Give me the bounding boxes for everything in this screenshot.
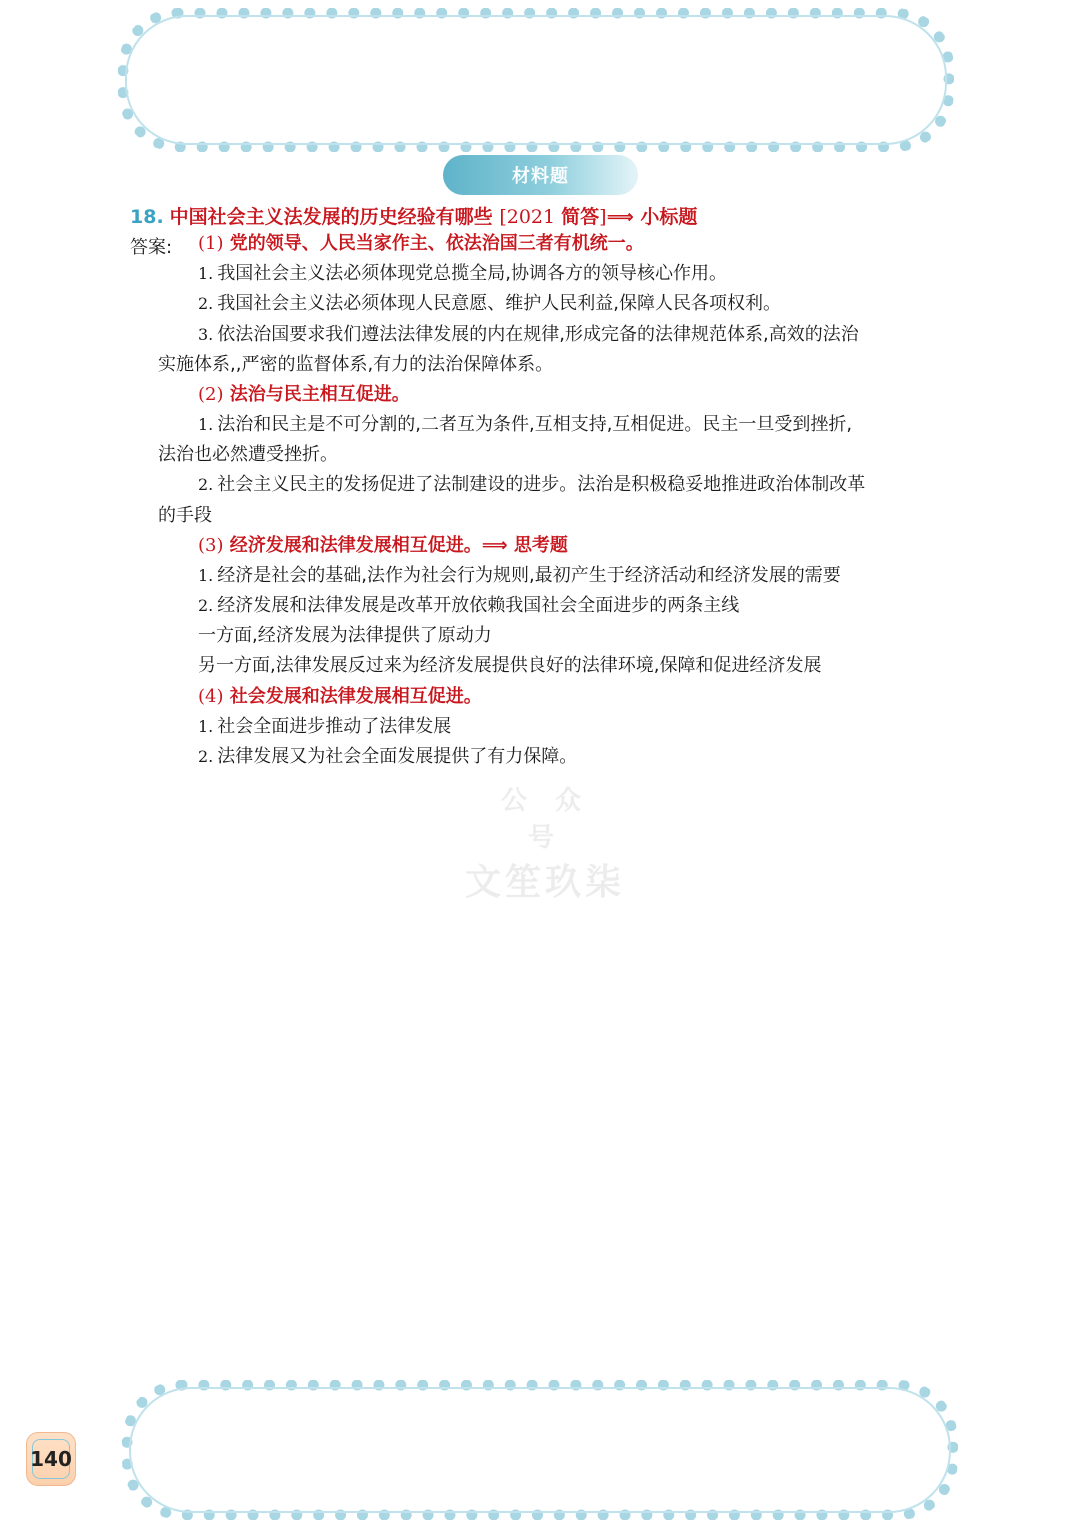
watermark-line-2: 文笙玖柒: [464, 862, 625, 903]
watermark-line-1: 公众号: [500, 786, 609, 853]
list-text: 依法治国要求我们遵法法律发展的内在规律,形成完备的法律规范体系,高效的法治: [217, 324, 859, 345]
heading-4: [198, 682, 482, 712]
heading-4-num: (4): [198, 686, 224, 707]
list-text: 我国社会主义法必须体现党总揽全局,协调各方的领导核心作用。: [217, 263, 727, 284]
heading-2-text: 法治与民主相互促进。: [229, 384, 410, 405]
heading-4-text: 社会发展和法律发展相互促进。: [229, 686, 482, 707]
heading-3-num: (3): [198, 535, 224, 556]
page-number-badge: [26, 1432, 76, 1486]
list-item: [198, 470, 865, 500]
heading-3: [198, 531, 568, 561]
list-index: 2.: [198, 596, 214, 615]
list-text: 经济发展和法律发展是改革开放依赖我国社会全面进步的两条主线: [217, 595, 740, 616]
list-continuation: 法治也必然遭受挫折。: [158, 444, 338, 465]
list-text: 我国社会主义法必须体现人民意愿、维护人民利益,保障人民各项权利。: [217, 293, 781, 314]
list-index: 2.: [198, 747, 214, 766]
list-index: 1.: [198, 264, 214, 283]
list-item: [198, 289, 781, 319]
page-number: 140: [30, 1447, 72, 1471]
list-text: 社会全面进步推动了法律发展: [217, 716, 452, 737]
question-source-open: [2021: [499, 206, 562, 228]
list-index: 1.: [198, 415, 214, 434]
list-index: 2.: [198, 475, 214, 494]
heading-2: [198, 380, 410, 410]
list-text: 法治和民主是不可分割的,二者互为条件,互相支持,互相促进。民主一旦受到挫折,: [217, 414, 853, 435]
bottom-decorative-frame: [122, 1380, 958, 1520]
question-title: [130, 202, 697, 229]
question-source-close: ]: [599, 206, 607, 228]
question-text: 中国社会主义法发展的历史经验有哪些: [169, 206, 493, 228]
watermark: [460, 780, 630, 905]
list-item: [198, 561, 841, 591]
heading-1-text: 党的领导、人民当家作主、依法治国三者有机统一。: [229, 233, 644, 254]
list-text: 社会主义民主的发扬促进了法制建设的进步。法治是积极稳妥地推进政治体制改革: [217, 474, 866, 495]
list-item: [198, 259, 727, 289]
list-item: [198, 410, 852, 440]
list-item: [198, 712, 451, 742]
heading-2-num: (2): [198, 384, 224, 405]
plain-line: 另一方面,法律发展反过来为经济发展提供良好的法律环境,保障和促进经济发展: [198, 655, 822, 676]
plain-line: 一方面,经济发展为法律提供了原动力: [198, 625, 492, 646]
list-continuation: 的手段: [158, 505, 212, 526]
section-tab: 材料题: [443, 155, 638, 195]
list-text: 经济是社会的基础,法作为社会行为规则,最初产生于经济活动和经济发展的需要: [217, 565, 841, 586]
list-item: [198, 320, 859, 350]
question-source-label: 简答: [561, 206, 600, 228]
list-index: 1.: [198, 717, 214, 736]
heading-3-text: 经济发展和法律发展相互促进。⟹ 思考题: [229, 535, 568, 556]
question-number: 18.: [130, 206, 164, 228]
list-index: 3.: [198, 325, 214, 344]
list-continuation: 实施体系,,严密的监督体系,有力的法治保障体系。: [158, 354, 554, 375]
list-index: 2.: [198, 294, 214, 313]
list-text: 法律发展又为社会全面发展提供了有力保障。: [217, 746, 578, 767]
list-item: [198, 742, 577, 772]
question-arrow-note: ⟹ 小标题: [606, 206, 698, 228]
list-index: 1.: [198, 566, 214, 585]
top-decorative-frame: [118, 8, 954, 152]
list-item: [198, 591, 739, 621]
heading-1: [198, 229, 644, 259]
answer-label: 答案:: [130, 237, 173, 258]
heading-1-num: (1): [198, 233, 224, 254]
